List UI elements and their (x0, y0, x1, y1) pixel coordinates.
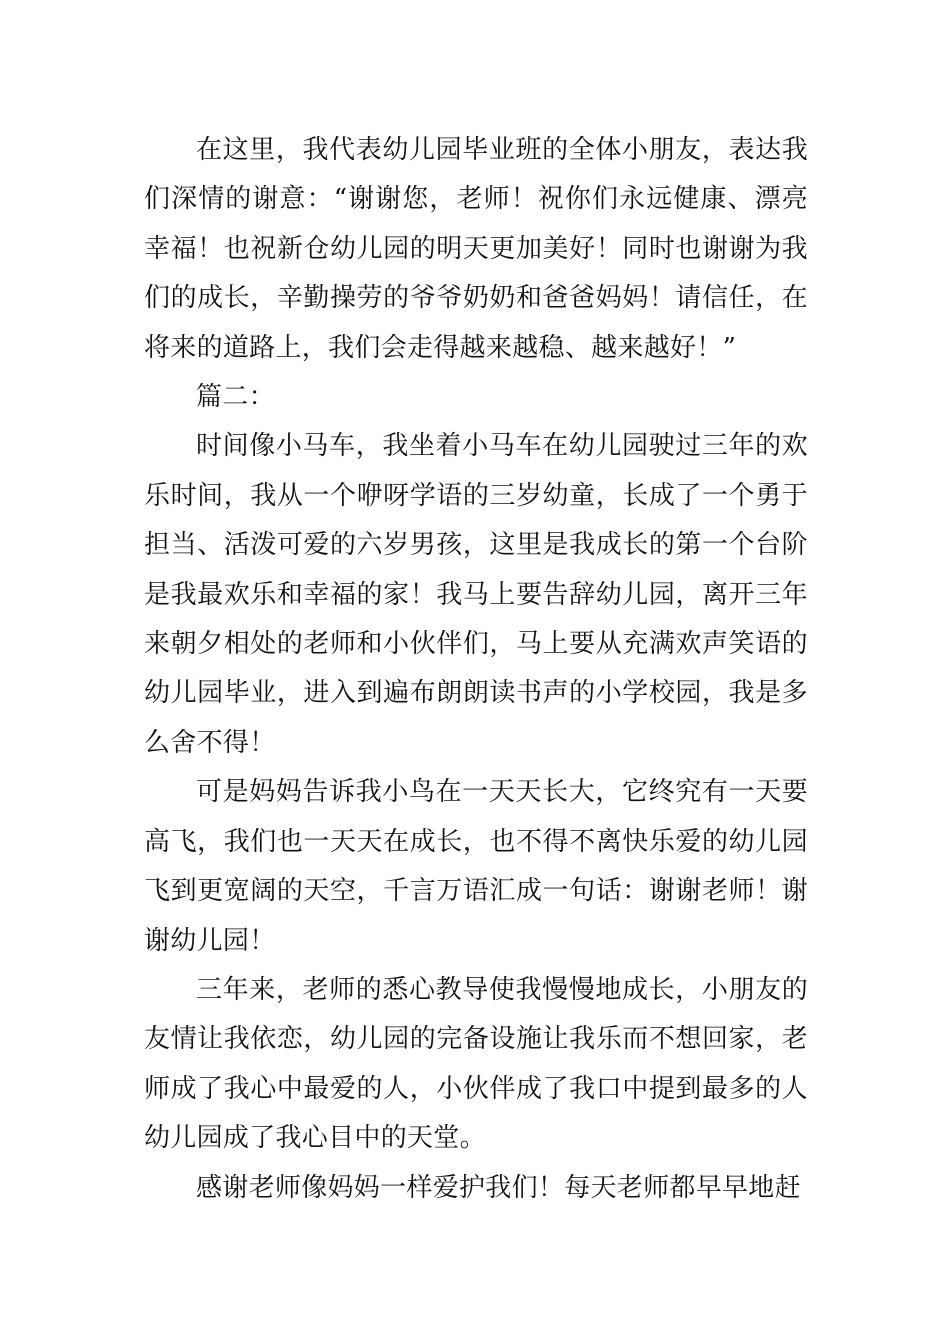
paragraph-thanks: 在这里，我代表幼儿园毕业班的全体小朋友，表达我们深情的谢意：“谢谢您，老师！祝你们永远健康、漂亮幸福！也祝新仓幼儿园的明天更加美好！同时也谢谢为我们的成长，辛勤操劳的爷爷奶奶和爸爸妈妈！请信任，在将来的道路上，我们会走得越来越稳、越来越好！” (144, 135, 808, 363)
paragraph-three-years: 三年来，老师的悉心教导使我慢慢地成长，小朋友的友情让我依恋，幼儿园的完备设施让我乐而不想回家，老师成了我心中最爱的人，小伙伴成了我口中提到最多的人幼儿园成了我心目中的天堂。 (144, 974, 808, 1154)
paragraph-time: 时间像小马车，我坐着小马车在幼儿园驶过三年的欢乐时间，我从一个咿呀学语的三岁幼童，长成了一个勇于担当、活泼可爱的六岁男孩，这里是我成长的第一个台阶是我最欢乐和幸福的家！我马上要告辞幼儿园，离开三年来朝夕相处的老师和小伙伴们，马上要从充满欢声笑语的幼儿园毕业，进入到遍布朗朗读书声的小学校园，我是多么舍不得！ (144, 431, 808, 758)
paragraph-bird: 可是妈妈告诉我小鸟在一天天长大，它终究有一天要高飞，我们也一天天在成长，也不得不离快乐爱的幼儿园飞到更宽阔的天空，千言万语汇成一句话：谢谢老师！谢谢幼儿园！ (144, 777, 808, 956)
section-heading: 篇二： (196, 382, 275, 413)
paragraph-thank-teacher: 感谢老师像妈妈一样爱护我们！每天老师都早早地赶 (196, 1172, 801, 1203)
document-body (144, 126, 808, 1213)
